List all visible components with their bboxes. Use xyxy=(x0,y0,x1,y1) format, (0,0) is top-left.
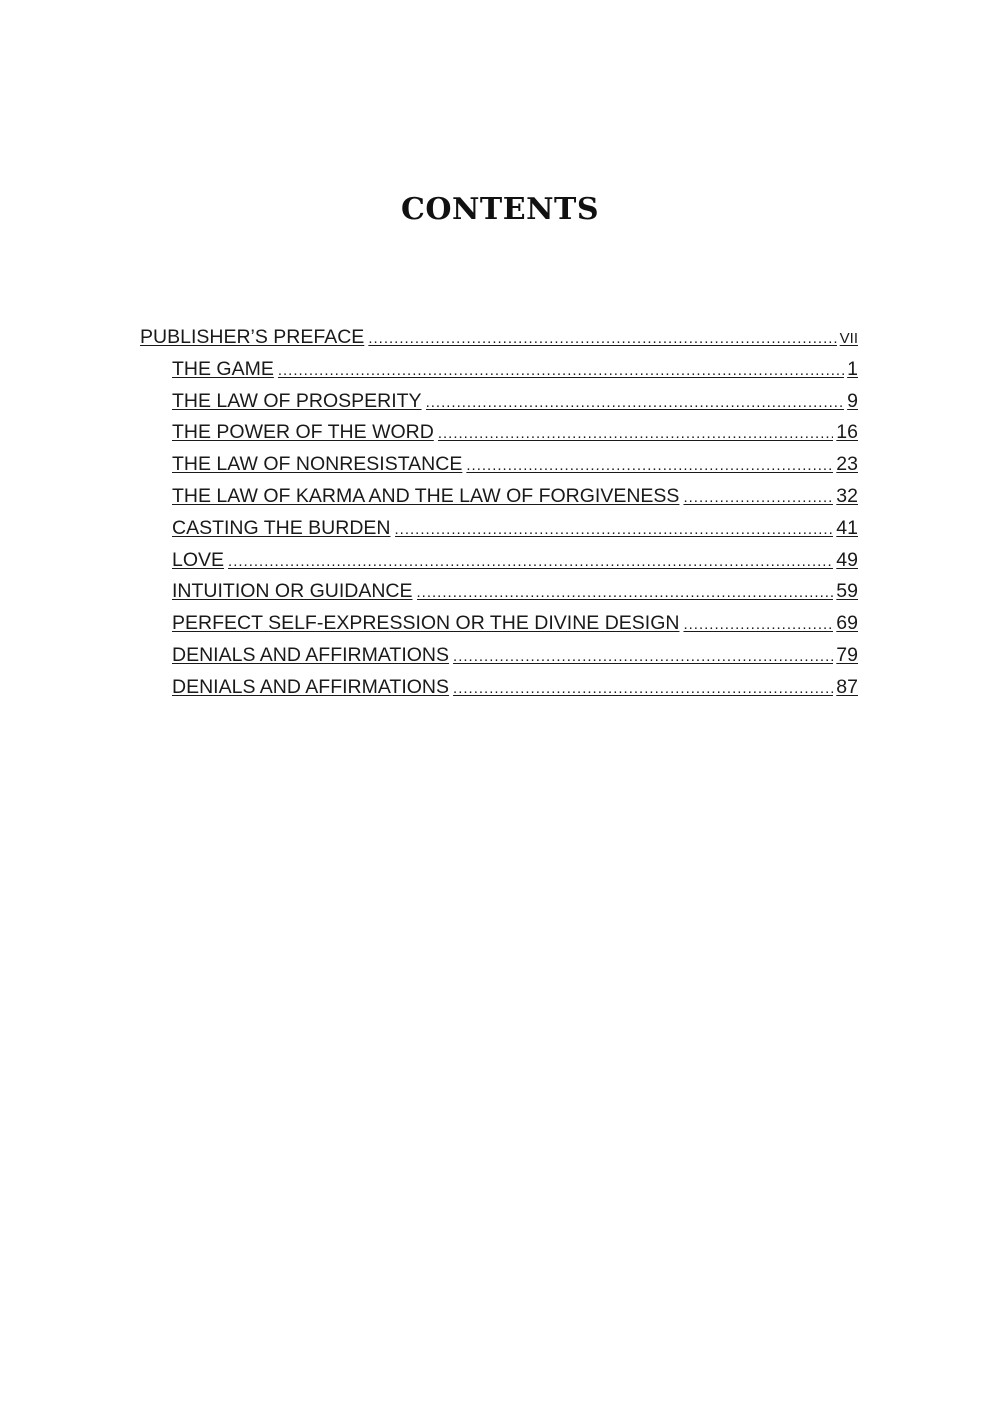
toc-entry-page: 69 xyxy=(836,612,858,635)
toc-entry-page: 59 xyxy=(836,580,858,603)
toc-entry-title: THE LAW OF NONRESISTANCE xyxy=(172,453,463,476)
toc-entry-title: DENIALS AND AFFIRMATIONS xyxy=(172,643,450,666)
dot-leader xyxy=(417,577,834,609)
toc-entry-page: VII xyxy=(839,330,858,347)
toc-entry-title: THE LAW OF PROSPERITY xyxy=(172,389,422,412)
dot-leader xyxy=(278,355,844,387)
toc-entry-title: THE LAW OF KARMA AND THE LAW OF FORGIVENESS xyxy=(172,484,680,507)
page-title: CONTENTS xyxy=(400,192,600,227)
dot-leader xyxy=(683,482,833,514)
toc-entry-title: INTUITION OR GUIDANCE xyxy=(172,580,413,603)
dot-leader xyxy=(426,387,845,419)
toc-entry-denials-and-affirmations[interactable] xyxy=(140,640,858,672)
toc-entry-perfect-self-expression[interactable] xyxy=(140,608,858,640)
toc-entry-title: THE POWER OF THE WORD xyxy=(172,421,434,444)
toc-entry-denials-and-affirmations-2[interactable] xyxy=(140,672,858,704)
toc-entry-page: 32 xyxy=(836,484,858,507)
toc-entry-title: CASTING THE BURDEN xyxy=(172,516,391,539)
dot-leader xyxy=(438,418,833,450)
toc-entry-title: PUBLISHER’S PREFACE xyxy=(140,326,365,348)
toc-entry-page: 16 xyxy=(836,421,858,444)
toc-entry-title: LOVE xyxy=(172,548,225,571)
dot-leader xyxy=(395,514,834,546)
table-of-contents xyxy=(140,322,858,704)
toc-entry-casting-the-burden[interactable] xyxy=(140,513,858,545)
toc-entry-page: 41 xyxy=(836,516,858,539)
toc-entry-page: 1 xyxy=(847,357,858,380)
toc-entry-title: PERFECT SELF-EXPRESSION OR THE DIVINE DESIGN xyxy=(172,612,680,635)
dot-leader xyxy=(683,609,833,641)
dot-leader xyxy=(228,546,833,578)
toc-entry-page: 49 xyxy=(836,548,858,571)
toc-entry-publishers-preface[interactable] xyxy=(140,322,858,354)
toc-entry-power-of-the-word[interactable] xyxy=(140,417,858,449)
toc-entry-page: 9 xyxy=(847,389,858,412)
toc-entry-the-game[interactable] xyxy=(140,354,858,386)
toc-entry-page: 79 xyxy=(836,643,858,666)
toc-entry-page: 23 xyxy=(836,453,858,476)
dot-leader xyxy=(453,673,833,705)
dot-leader xyxy=(368,323,836,355)
toc-entry-law-of-karma[interactable] xyxy=(140,481,858,513)
toc-entry-law-of-prosperity[interactable] xyxy=(140,386,858,418)
dot-leader xyxy=(453,641,833,673)
toc-entry-title: DENIALS AND AFFIRMATIONS xyxy=(172,675,450,698)
toc-entry-love[interactable] xyxy=(140,545,858,577)
toc-entry-page: 87 xyxy=(836,675,858,698)
toc-entry-intuition-or-guidance[interactable] xyxy=(140,576,858,608)
toc-entry-title: THE GAME xyxy=(172,357,274,380)
toc-entry-law-of-nonresistance[interactable] xyxy=(140,449,858,481)
dot-leader xyxy=(466,450,833,482)
